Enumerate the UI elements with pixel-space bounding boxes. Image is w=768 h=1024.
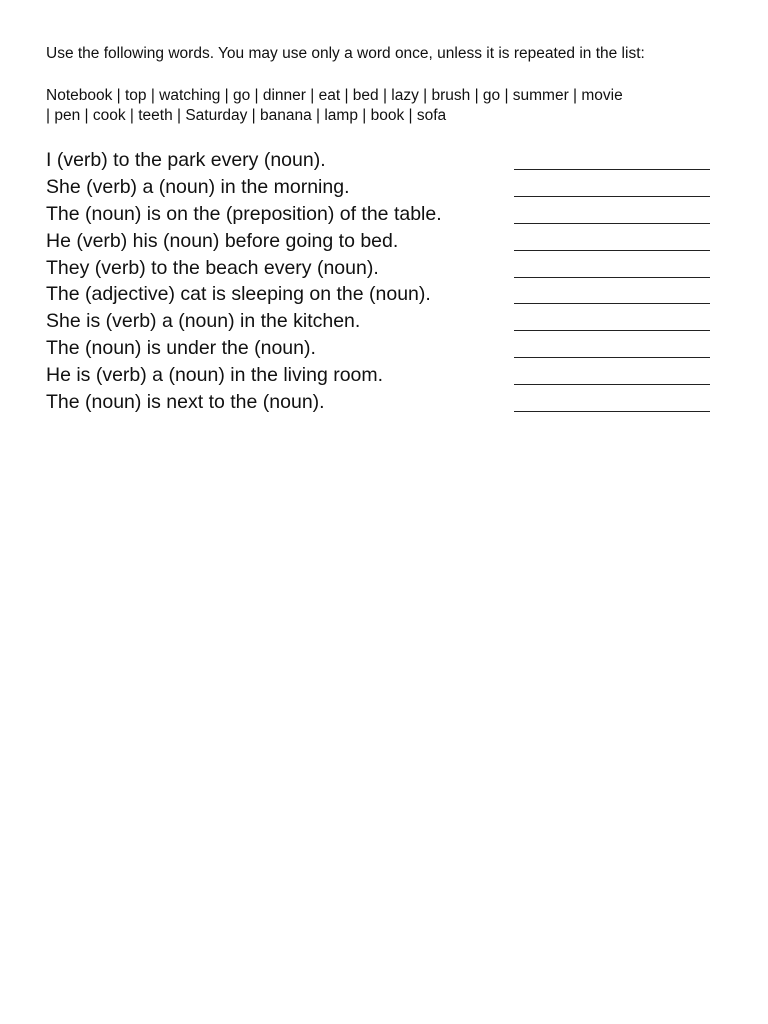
answer-blank[interactable] [514,308,710,334]
answer-blank[interactable] [514,362,710,388]
exercise-sentence: The (noun) is under the (noun). [46,336,316,359]
exercise-sentence: The (adjective) cat is sleeping on the (noun). [46,283,431,306]
exercise-list [46,147,710,415]
answer-blank[interactable] [514,389,710,415]
answer-blank[interactable] [514,201,710,227]
answer-blank[interactable] [514,228,710,254]
exercise-row [46,147,710,174]
exercise-row [46,174,710,201]
exercise-row [46,388,710,415]
word-bank [46,86,722,126]
exercise-sentence: He is (verb) a (noun) in the living room. [46,363,384,386]
answer-blank[interactable] [514,281,710,307]
exercise-sentence: The (noun) is on the (preposition) of the table. [46,202,442,225]
exercise-row [46,361,710,388]
word-bank-line-1: Notebook | top | watching | go | dinner | eat | bed | lazy | brush | go | summer | movie [46,87,623,104]
exercise-row [46,254,710,281]
exercise-row [46,308,710,335]
exercise-row [46,281,710,308]
exercise-sentence: He (verb) his (noun) before going to bed. [46,229,399,252]
exercise-sentence: She is (verb) a (noun) in the kitchen. [46,310,361,333]
exercise-sentence: The (noun) is next to the (noun). [46,390,325,413]
exercise-sentence: They (verb) to the beach every (noun). [46,256,379,279]
word-bank-line-2: | pen | cook | teeth | Saturday | banana | lamp | book | sofa [46,107,447,124]
exercise-row [46,227,710,254]
exercise-row [46,335,710,362]
answer-blank[interactable] [514,147,710,173]
exercise-sentence: She (verb) a (noun) in the morning. [46,176,350,199]
instructions-text: Use the following words. You may use only a word once, unless it is repeated in the list: [46,45,645,62]
exercise-sentence: I (verb) to the park every (noun). [46,149,326,172]
answer-blank[interactable] [514,335,710,361]
answer-blank[interactable] [514,255,710,281]
answer-blank[interactable] [514,174,710,200]
exercise-row [46,201,710,228]
